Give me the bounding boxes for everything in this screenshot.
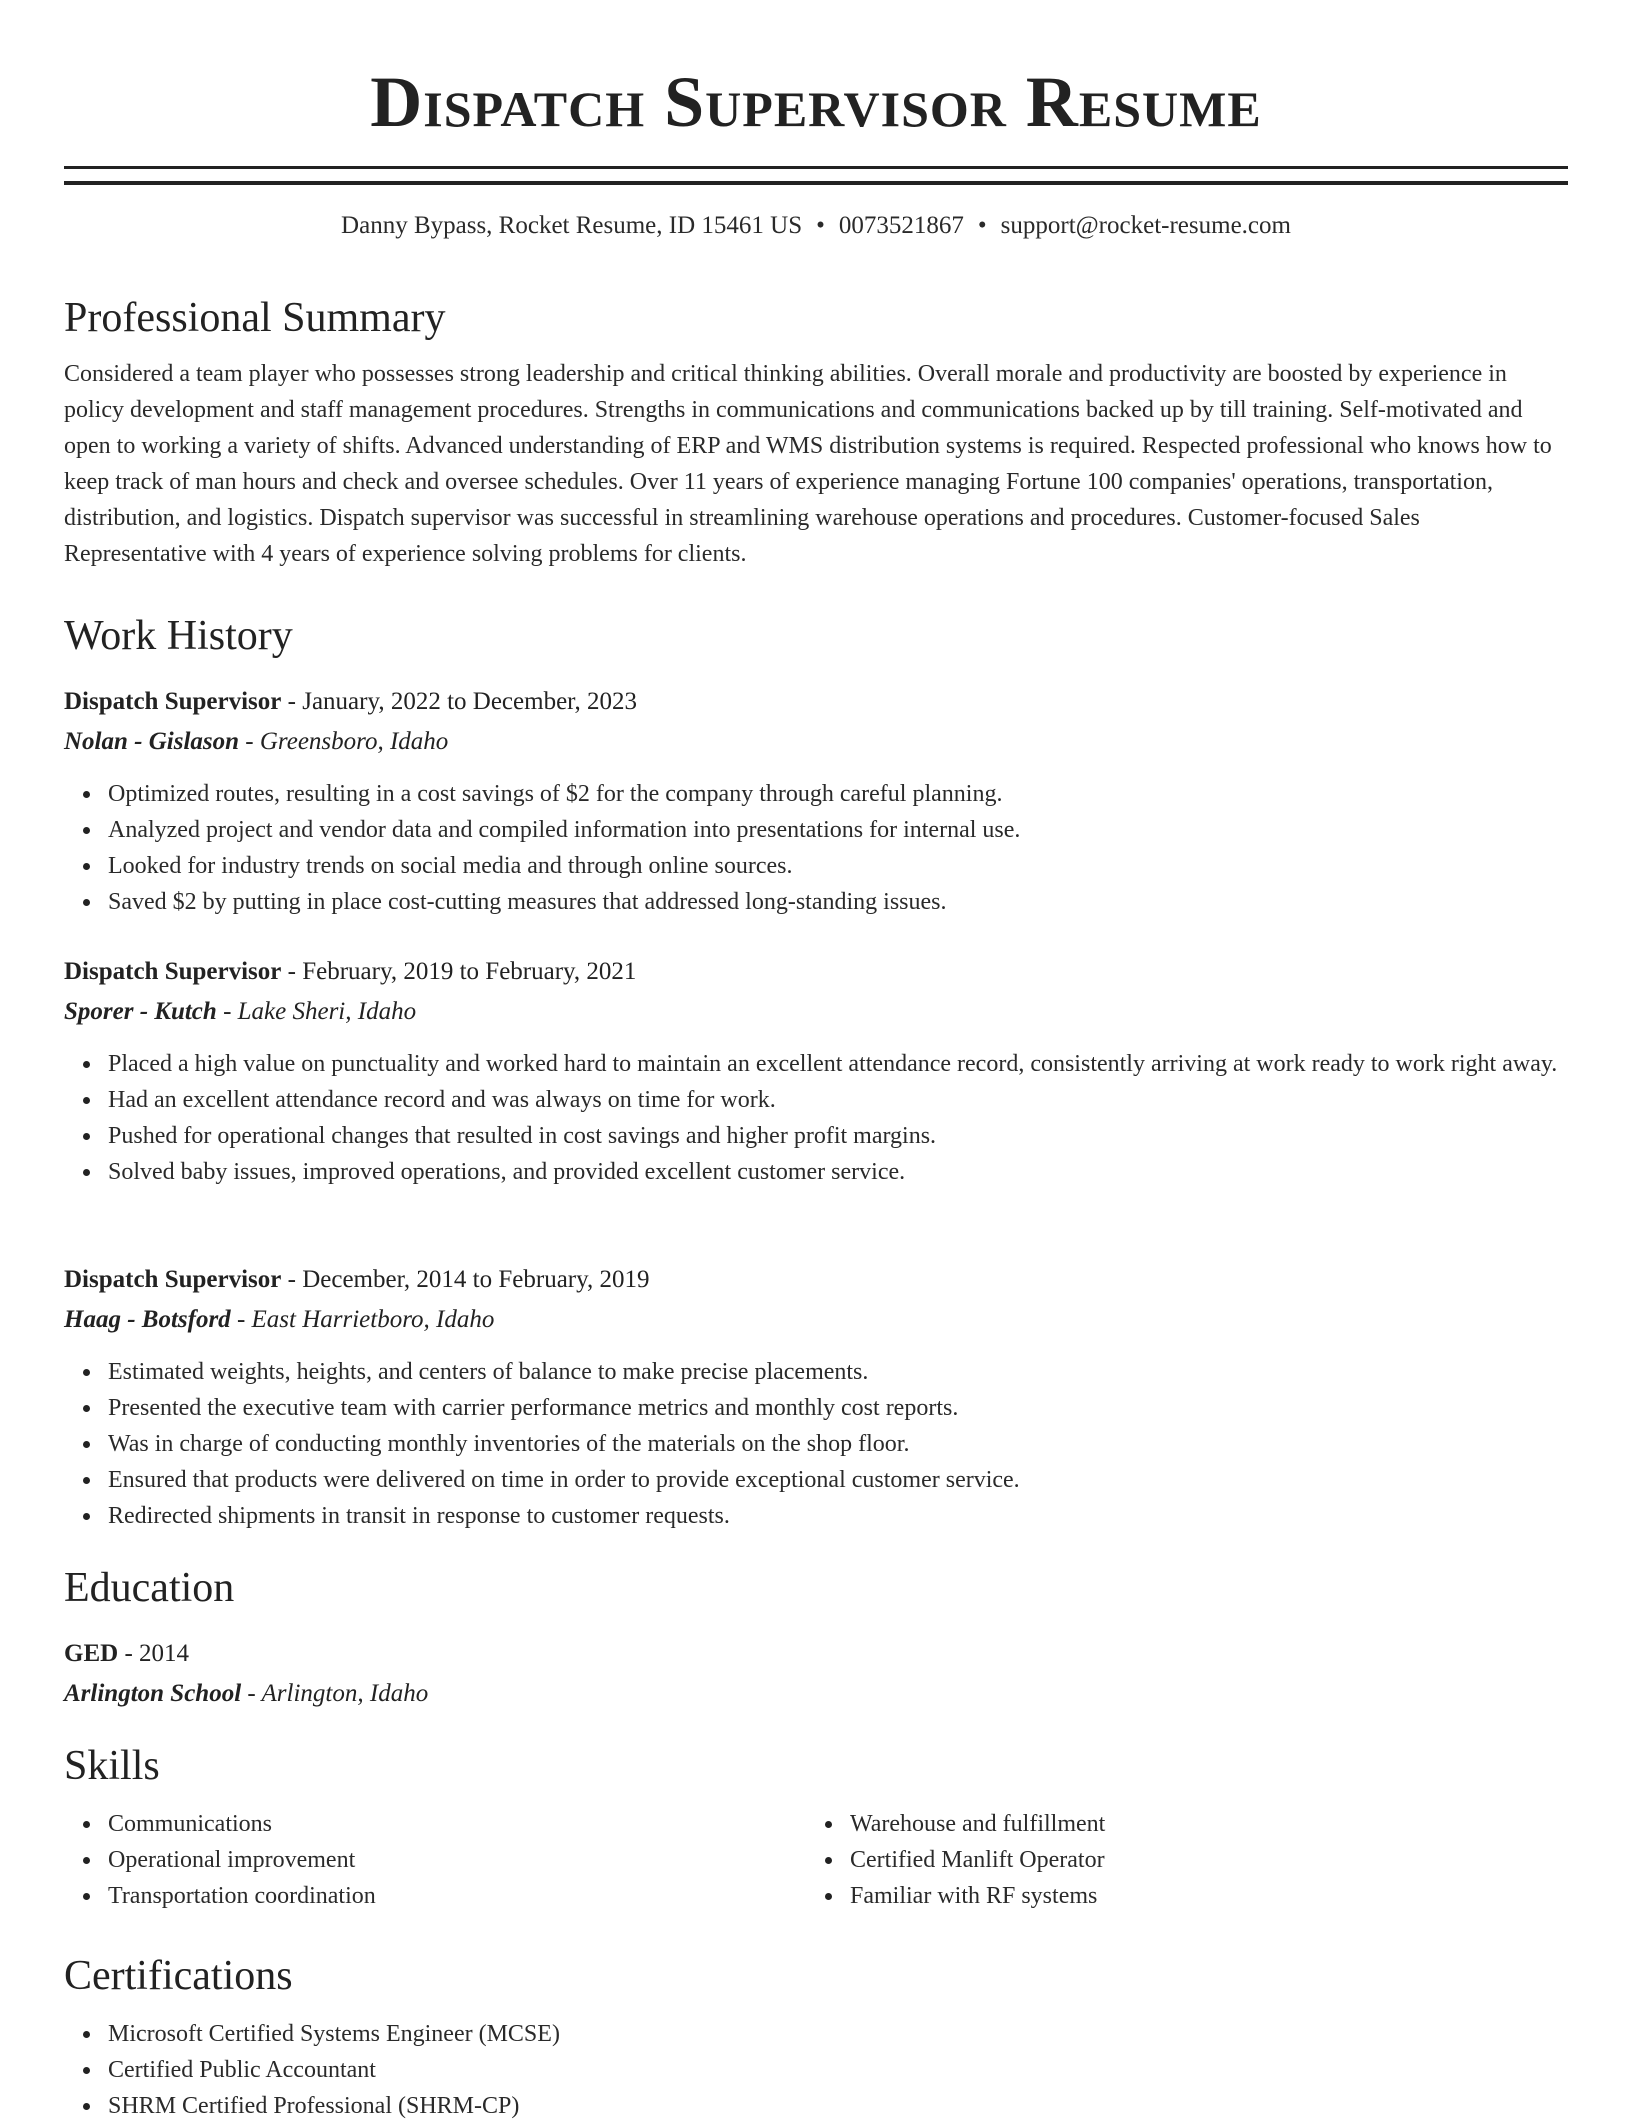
certifications-heading: Certifications	[64, 1953, 293, 1999]
summary-section	[64, 292, 1568, 572]
contact-phone: 0073521867	[838, 212, 964, 239]
job-bullets	[64, 776, 1568, 920]
list-item: Solved baby issues, improved operations, and provided excellent customer service.	[108, 1154, 1568, 1190]
degree-year: - 2014	[118, 1640, 190, 1667]
employer-name: Nolan - Gislason	[64, 728, 240, 755]
job-title-line	[64, 684, 1568, 720]
contact-line	[64, 209, 1568, 243]
skills-heading: Skills	[64, 1743, 160, 1789]
school-name: Arlington School	[64, 1680, 242, 1707]
list-item: Operational improvement	[108, 1842, 806, 1878]
employer-location: - East Harrietboro, Idaho	[230, 1306, 495, 1333]
list-item: Looked for industry trends on social media and through online sources.	[108, 848, 1568, 884]
work-history-section	[64, 610, 1568, 662]
job-entry	[64, 954, 1568, 1190]
list-item: Was in charge of conducting monthly inventories of the materials on the shop floor.	[108, 1426, 1568, 1462]
resume-page	[64, 0, 1568, 2119]
certifications-section	[64, 1950, 1568, 2124]
employer-line	[64, 724, 1568, 760]
summary-heading: Professional Summary	[64, 295, 446, 341]
employer-line	[64, 994, 1568, 1030]
work-history-heading: Work History	[64, 613, 293, 659]
resume-title: Dispatch Supervisor Resume	[370, 62, 1262, 142]
employer-location: - Greensboro, Idaho	[239, 728, 449, 755]
contact-email[interactable]: support@rocket-resume.com	[1000, 212, 1291, 239]
school-line	[64, 1676, 1568, 1712]
list-item: Pushed for operational changes that resulted in cost savings and higher profit margins.	[108, 1118, 1568, 1154]
job-dates: - December, 2014 to February, 2019	[281, 1266, 650, 1293]
list-item: Estimated weights, heights, and centers of balance to make precise placements.	[108, 1354, 1568, 1390]
list-item: Certified Public Accountant	[108, 2052, 1568, 2088]
education-section	[64, 1562, 1568, 1614]
employer-line	[64, 1302, 1568, 1338]
list-item: Ensured that products were delivered on time in order to provide exceptional customer service.	[108, 1462, 1568, 1498]
list-item: Placed a high value on punctuality and worked hard to maintain an excellent attendance record, consistently arriving at work ready to work right away.	[108, 1046, 1568, 1082]
skills-left-column	[64, 1806, 806, 1914]
job-title-line	[64, 954, 1568, 990]
list-item: SHRM Certified Professional (SHRM-CP)	[108, 2088, 1568, 2124]
job-title-line	[64, 1262, 1568, 1298]
list-item: Saved $2 by putting in place cost-cutting measures that addressed long-standing issues.	[108, 884, 1568, 920]
certifications-list	[64, 2016, 1568, 2124]
job-title: Dispatch Supervisor	[64, 1266, 282, 1293]
title-divider	[64, 166, 1568, 185]
list-item: Certified Manlift Operator	[850, 1842, 1548, 1878]
skills-section	[64, 1740, 1568, 1914]
skills-grid	[64, 1806, 1568, 1914]
job-bullets	[64, 1046, 1568, 1190]
education-entry	[64, 1636, 1568, 1712]
job-dates: - February, 2019 to February, 2021	[281, 958, 637, 985]
job-bullets	[64, 1354, 1568, 1534]
list-item: Optimized routes, resulting in a cost savings of $2 for the company through careful planning.	[108, 776, 1568, 812]
job-entry	[64, 684, 1568, 920]
contact-separator: •	[977, 212, 987, 239]
list-item: Warehouse and fulfillment	[850, 1806, 1548, 1842]
school-location: - Arlington, Idaho	[241, 1680, 429, 1707]
list-item: Redirected shipments in transit in response to customer requests.	[108, 1498, 1568, 1534]
skills-right-column	[806, 1806, 1548, 1914]
list-item: Communications	[108, 1806, 806, 1842]
summary-text: Considered a team player who possesses strong leadership and critical thinking abilities. Overall morale and productivity are boosted by experience in policy development and staff management procedures. Strengths in communications and communications backed up by till training. Self-motivated and open to working a variety of shifts. Advanced understanding of ERP and WMS distribution systems is required. Respected professional who knows how to keep track of man hours and check and oversee schedules. Over 11 years of experience managing Fortune 100 companies' operations, transportation, distribution, and logistics. Dispatch supervisor was successful in streamlining warehouse operations and procedures. Customer-focused Sales Representative with 4 years of experience solving problems for clients.	[64, 361, 1552, 567]
job-title: Dispatch Supervisor	[64, 958, 282, 985]
contact-separator: •	[816, 212, 825, 239]
list-item: Had an excellent attendance record and was always on time for work.	[108, 1082, 1568, 1118]
degree-name: GED	[64, 1640, 119, 1667]
employer-name: Haag - Botsford	[64, 1306, 231, 1333]
education-heading: Education	[64, 1565, 235, 1611]
list-item: Familiar with RF systems	[850, 1878, 1548, 1914]
job-title: Dispatch Supervisor	[64, 688, 282, 715]
job-dates: - January, 2022 to December, 2023	[281, 688, 637, 715]
contact-address: Danny Bypass, Rocket Resume, ID 15461 US	[341, 212, 803, 239]
employer-name: Sporer - Kutch	[64, 998, 217, 1025]
list-item: Analyzed project and vendor data and compiled information into presentations for internal use.	[108, 812, 1568, 848]
list-item: Presented the executive team with carrier performance metrics and monthly cost reports.	[108, 1390, 1568, 1426]
employer-location: - Lake Sheri, Idaho	[216, 998, 417, 1025]
list-item: Transportation coordination	[108, 1878, 806, 1914]
list-item: Microsoft Certified Systems Engineer (MCSE)	[108, 2016, 1568, 2052]
job-entry	[64, 1262, 1568, 1534]
degree-line	[64, 1636, 1568, 1672]
